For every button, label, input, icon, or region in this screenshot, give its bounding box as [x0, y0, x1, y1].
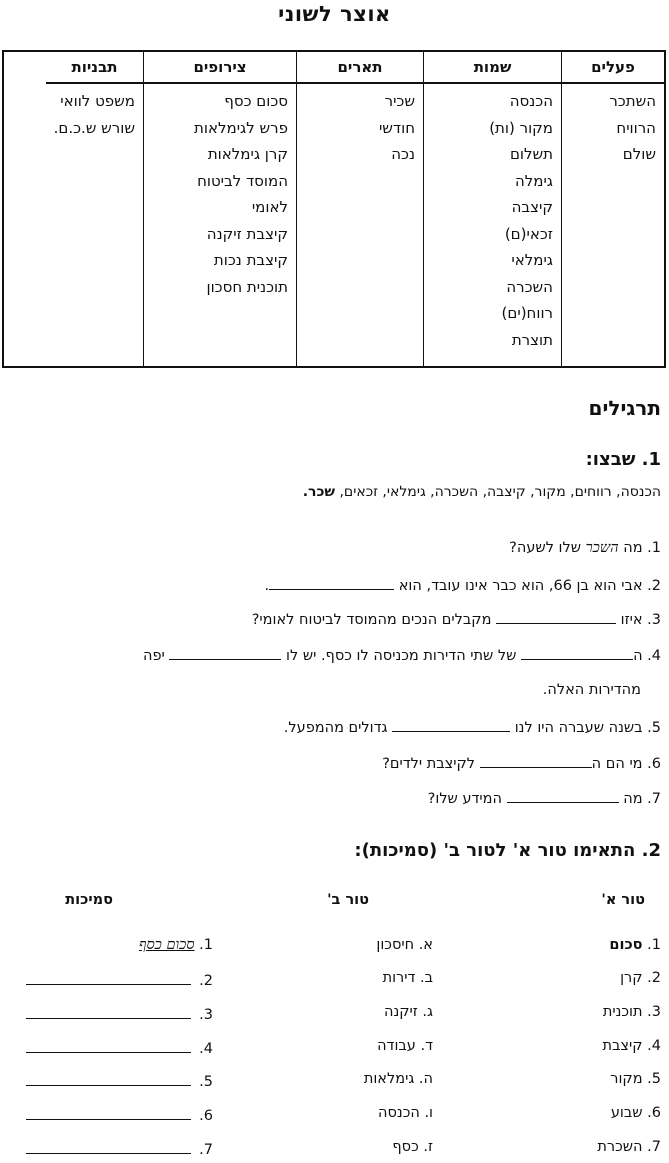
- answer-line[interactable]: [26, 1004, 191, 1019]
- answer-blank[interactable]: [521, 645, 633, 660]
- header-patterns: תבניות: [46, 52, 143, 84]
- exercises-heading: תרגילים: [588, 396, 661, 420]
- col-a-row: 6. שבוע: [610, 1105, 661, 1121]
- col-b-row: ה. גימלאות: [363, 1071, 433, 1087]
- answer-line[interactable]: [26, 970, 191, 985]
- adjectives-column: [296, 84, 423, 366]
- verb-item: השתכר: [609, 92, 656, 110]
- column-c-header: סמיכות: [65, 892, 113, 908]
- col-a-row: 4. קיצבת: [602, 1038, 661, 1054]
- word-bank: [303, 484, 661, 500]
- noun-item: השכרה: [506, 277, 553, 296]
- column-a-header: טור א': [601, 892, 645, 908]
- answer-row: 4.: [26, 1038, 213, 1057]
- phrase-item: לאומי: [251, 198, 288, 216]
- noun-item: זכאי(ם): [504, 224, 553, 243]
- phrase-item: קרן גימלאות: [207, 145, 288, 163]
- col-a-row: 5. מקור: [610, 1071, 661, 1087]
- adjective-item: שכיר: [384, 92, 415, 110]
- header-phrases: צירופים: [143, 52, 296, 84]
- answer-row: 1. סכום כסף: [138, 937, 213, 953]
- word-bank-bold: שכר.: [302, 484, 336, 500]
- answer-row: 2.: [26, 970, 213, 989]
- col-b-row: א. חיסכון: [376, 937, 433, 953]
- verb-item: שולם: [622, 145, 656, 163]
- header-nouns: שמות: [423, 52, 561, 84]
- answer-blank[interactable]: [392, 717, 510, 732]
- noun-item: גימלה: [514, 171, 553, 190]
- col-b-row: ב. דירות: [382, 970, 433, 986]
- handwritten-answer: השכר: [585, 540, 619, 556]
- col-b-row: ז. כסף: [392, 1139, 433, 1155]
- question-4: 4. ה של שתי הדירות מכניסה לו כסף. יש לו יפה: [143, 645, 661, 664]
- col-a-row: 7. השכרת: [597, 1139, 661, 1155]
- verb-item: הרוויח: [616, 118, 656, 137]
- phrase-item: תוכנית חסכון: [206, 277, 288, 296]
- phrase-item: סכום כסף: [224, 92, 288, 110]
- col-a-row: 1. סכום: [609, 937, 661, 953]
- question-7: 7. מה המידע שלו?: [428, 788, 661, 807]
- vocabulary-table: [2, 50, 666, 368]
- handwritten-answer: סכום כסף: [138, 937, 195, 953]
- page-title: אוצר לשוני: [278, 2, 391, 26]
- noun-item: הכנסה: [509, 92, 553, 110]
- noun-item: רווח(ים): [501, 304, 553, 322]
- col-b-row: ג. זיקנה: [383, 1004, 433, 1020]
- noun-item: קיצבה: [511, 198, 553, 216]
- phrase-item: פרש לגימלאות: [194, 118, 288, 137]
- phrases-column: [143, 84, 296, 366]
- question-4-continued: מהדירות האלה.: [542, 682, 641, 698]
- col-b-row: ד. עבודה: [377, 1038, 433, 1054]
- column-b-header: טור ב': [327, 892, 369, 908]
- answer-row: 6.: [26, 1105, 213, 1124]
- answer-line[interactable]: [26, 1038, 191, 1053]
- word-bank-text: הכנסה, רווחים, מקור, קיצבה, השכרה, גימלאי, זכאים,: [339, 484, 661, 500]
- question-2: 2. אבי הוא בן 66, הוא כבר אינו עובד, הוא .: [265, 575, 661, 594]
- section1-title: 1. שבצו:: [585, 449, 661, 470]
- header-adjectives: תארים: [296, 52, 423, 84]
- answer-line[interactable]: [26, 1105, 191, 1120]
- phrase-item: קיצבת זיקנה: [206, 224, 288, 243]
- answer-row: 3.: [26, 1004, 213, 1023]
- col-a-row: 3. תוכנית: [602, 1004, 661, 1020]
- question-5: 5. בשנה שעברה היו לנו גדולים מהמפעל.: [284, 717, 661, 736]
- answer-blank[interactable]: [480, 753, 592, 768]
- question-3: 3. איזו מקבלים הנכים מהמוסד לביטוח לאומי?: [252, 609, 661, 628]
- verbs-column: [561, 84, 664, 366]
- answer-blank[interactable]: [269, 575, 394, 590]
- answer-row: 7.: [26, 1139, 213, 1158]
- answer-blank[interactable]: [507, 788, 619, 803]
- pattern-item: משפט לוואי: [60, 92, 135, 110]
- nouns-column: [423, 84, 561, 366]
- adjective-item: נכה: [391, 145, 415, 163]
- answer-line[interactable]: [26, 1139, 191, 1154]
- noun-item: מקור (ות): [489, 118, 553, 137]
- answer-line[interactable]: [26, 1071, 191, 1086]
- adjective-item: חודשי: [378, 118, 415, 137]
- noun-item: תשלום: [509, 145, 553, 163]
- phrase-item: קיצבת נכות: [213, 251, 288, 269]
- header-verbs: פעלים: [561, 52, 664, 84]
- phrase-item: המוסד לביטוח: [197, 171, 288, 190]
- answer-blank[interactable]: [496, 609, 616, 624]
- question-1: 1. מה השכר שלו לשעה?: [509, 540, 661, 556]
- patterns-column: [46, 84, 143, 366]
- pattern-item: שורש ש.כ.ם.: [53, 118, 135, 137]
- answer-row: 5.: [26, 1071, 213, 1090]
- col-b-row: ו. הכנסה: [378, 1105, 433, 1121]
- noun-item: גימלאי: [511, 251, 553, 269]
- noun-item: תוצרת: [511, 330, 553, 349]
- section2-title: 2. התאימו טור א' לטור ב' (סמיכות):: [354, 840, 661, 861]
- answer-blank[interactable]: [169, 645, 281, 660]
- question-6: 6. מי הם ה לקיצבת ילדים?: [382, 753, 661, 772]
- col-a-row: 2. קרן: [620, 970, 661, 986]
